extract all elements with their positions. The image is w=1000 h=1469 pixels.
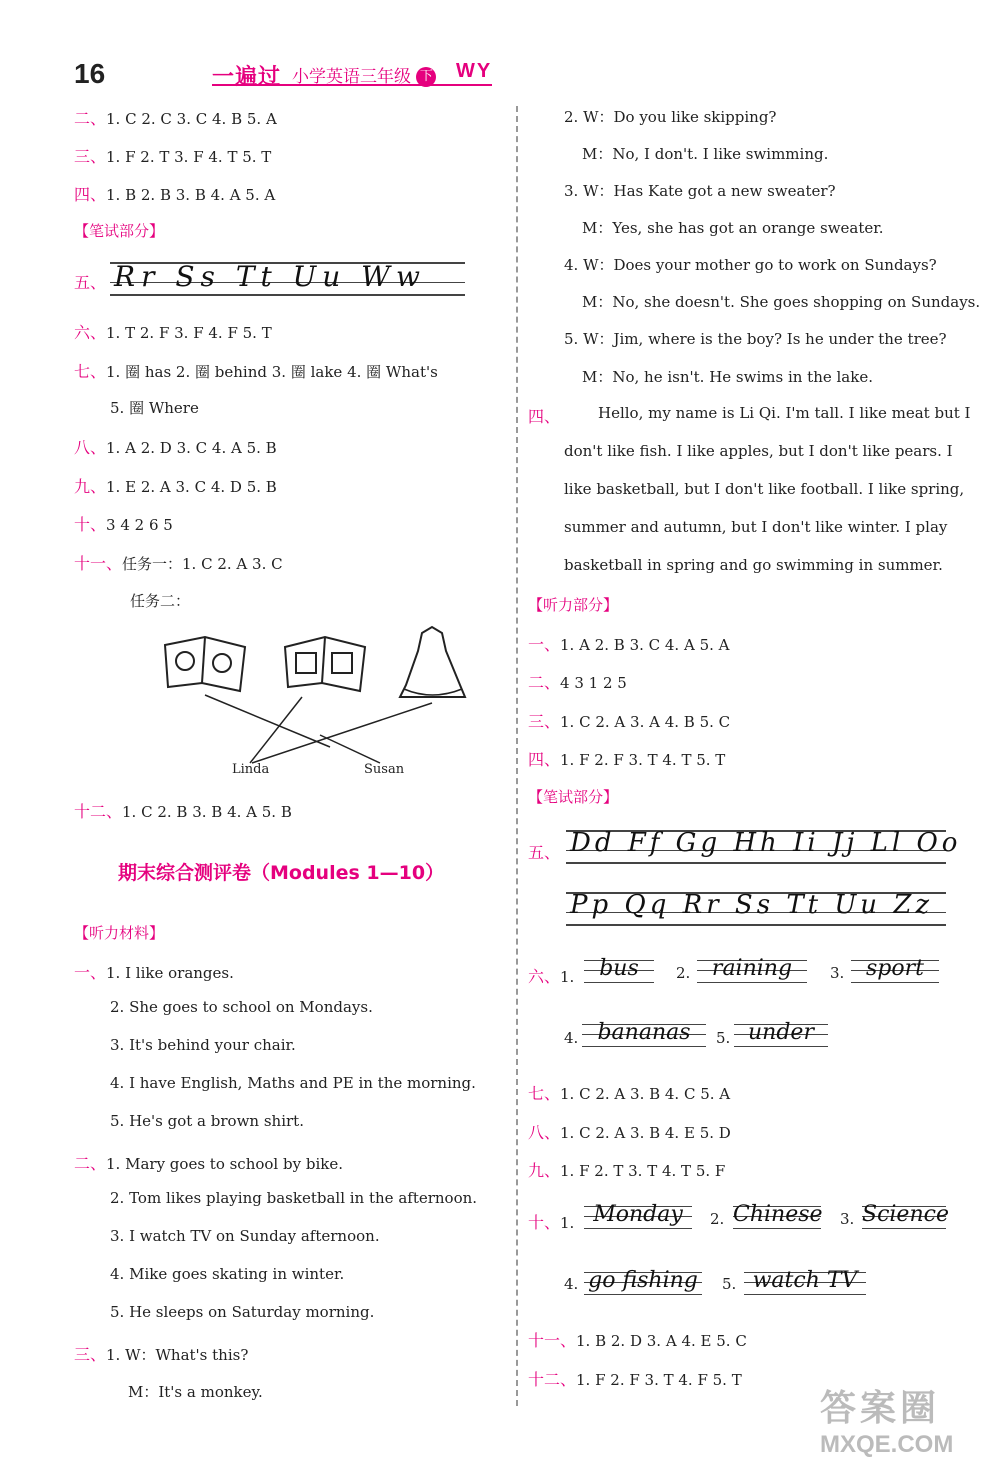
r-answer-6-n4: 4. xyxy=(564,1029,579,1047)
written-section-tag: 【笔试部分】 xyxy=(74,222,165,240)
brand-logo: 一遍过 xyxy=(212,65,282,90)
page-header xyxy=(0,0,1000,100)
book-icon-2 xyxy=(285,637,365,691)
grade-badge: 下 xyxy=(416,67,436,87)
r-answer-2: 二、4 3 1 2 5 xyxy=(528,673,627,692)
answer-line-5-label: 五、 xyxy=(74,273,107,292)
passage-label: 四、 xyxy=(528,407,561,426)
material-1-1: 一、1. I like oranges. xyxy=(74,963,234,982)
material-1-5: 5. He's got a brown shirt. xyxy=(110,1112,304,1130)
material-2-2: 2. Tom likes playing basketball in the afternoon. xyxy=(110,1189,478,1207)
r-written-section-tag: 【笔试部分】 xyxy=(528,788,619,806)
answer-line-11: 十一、任务一：1. C 2. A 3. C xyxy=(74,554,283,573)
material-2-5: 5. He sleeps on Saturday morning. xyxy=(110,1303,375,1321)
answer-line-8: 八、1. A 2. D 3. C 4. A 5. B xyxy=(74,438,277,457)
r-answer-8: 八、1. C 2. A 3. B 4. E 5. D xyxy=(528,1123,731,1142)
answer-line-7b: 5. 圈 Where xyxy=(110,399,199,417)
watermark-bottom: MXQE.COM xyxy=(820,1431,954,1458)
r-answer-10-n2: 2. xyxy=(710,1210,725,1228)
r-answer-10-n4: 4. xyxy=(564,1275,579,1293)
dialog-line-1: 2. W：Do you like skipping? xyxy=(564,108,777,126)
r-answer-10-n5: 5. xyxy=(722,1275,737,1293)
word-watch-tv: watch TV xyxy=(744,1268,866,1302)
column-divider xyxy=(516,106,518,1406)
r-answer-11: 十一、1. B 2. D 3. A 4. E 5. C xyxy=(528,1331,747,1350)
answer-line-12: 十二、1. C 2. B 3. B 4. A 5. B xyxy=(74,802,292,821)
word-monday: Monday xyxy=(584,1202,692,1236)
test-title: 期末综合测评卷（Modules 1—10） xyxy=(118,862,445,884)
r-answer-12: 十二、1. F 2. F 3. T 4. F 5. T xyxy=(528,1370,742,1389)
r-answer-5-label: 五、 xyxy=(528,843,561,862)
dialog-line-7: 5. W：Jim, where is the boy? Is he under the tree? xyxy=(564,330,947,348)
r-answer-4: 四、1. F 2. F 3. T 4. T 5. T xyxy=(528,750,726,769)
material-1-3: 3. It's behind your chair. xyxy=(110,1036,296,1054)
dialog-line-2: M：No, I don't. I like swimming. xyxy=(582,145,829,163)
r-answer-7: 七、1. C 2. A 3. B 4. C 5. A xyxy=(528,1084,731,1103)
match-name-linda: Linda xyxy=(232,762,270,777)
material-2-1: 二、1. Mary goes to school by bike. xyxy=(74,1154,343,1173)
r-answer-1: 一、1. A 2. B 3. C 4. A 5. A xyxy=(528,635,730,654)
answer-line-9: 九、1. E 2. A 3. C 4. D 5. B xyxy=(74,477,277,496)
material-1-2: 2. She goes to school on Mondays. xyxy=(110,998,373,1016)
task-two-label: 任务二： xyxy=(130,592,191,610)
r-answer-6: 六、1. xyxy=(528,967,575,986)
passage-line-5: basketball in spring and go swimming in summer. xyxy=(564,556,943,574)
listening-material-tag: 【听力材料】 xyxy=(74,924,165,942)
answer-line-7: 七、1. 圈 has 2. 圈 behind 3. 圈 lake 4. 圈 What's xyxy=(74,362,438,381)
handwriting-row-1 xyxy=(566,828,962,866)
word-bus: bus xyxy=(584,956,654,990)
edition-mark: WY xyxy=(456,60,493,82)
passage-line-2: don't like fish. I like apples, but I don't like pears. I xyxy=(564,442,953,460)
material-3-1-answer: M：It's a monkey. xyxy=(128,1383,263,1401)
handwriting-letters-row-2: Pp Qq Rr Ss Tt Uu Zz xyxy=(570,890,934,920)
material-2-3: 3. I watch TV on Sunday afternoon. xyxy=(110,1227,380,1245)
dialog-line-4: M：Yes, she has got an orange sweater. xyxy=(582,219,884,237)
answer-line-3: 三、1. F 2. T 3. F 4. T 5. T xyxy=(74,147,272,166)
passage-line-4: summer and autumn, but I don't like winter. I play xyxy=(564,518,948,536)
word-sport: sport xyxy=(851,956,939,990)
listening-section-tag: 【听力部分】 xyxy=(528,596,619,614)
material-1-4: 4. I have English, Maths and PE in the morning. xyxy=(110,1074,476,1092)
watermark-top: 答案圈 xyxy=(820,1387,941,1428)
dialog-line-6: M：No, she doesn't. She goes shopping on Sundays. xyxy=(582,293,981,311)
r-answer-3: 三、1. C 2. A 3. A 4. B 5. C xyxy=(528,712,731,731)
answer-line-6: 六、1. T 2. F 3. F 4. F 5. T xyxy=(74,323,272,342)
r-answer-10: 十、1. xyxy=(528,1213,575,1232)
handwriting-letters: Rr Ss Tt Uu Ww xyxy=(114,260,426,293)
word-go-fishing: go fishing xyxy=(584,1268,702,1302)
subtitle-text: 小学英语三年级 xyxy=(292,67,411,87)
answer-line-10: 十、3 4 2 6 5 xyxy=(74,515,173,534)
word-science: Science xyxy=(862,1202,949,1227)
material-2-4: 4. Mike goes skating in winter. xyxy=(110,1265,345,1283)
answer-line-2: 二、1. C 2. C 3. C 4. B 5. A xyxy=(74,109,277,128)
passage-line-3: like basketball, but I don't like football. I like spring, xyxy=(564,480,965,498)
handwriting-row-2 xyxy=(566,892,946,928)
r-answer-10-n3: 3. xyxy=(840,1210,855,1228)
answer-line-4: 四、1. B 2. B 3. B 4. A 5. A xyxy=(74,185,276,204)
r-answer-6-n5: 5. xyxy=(716,1029,731,1047)
r-answer-6-n2: 2. xyxy=(676,964,691,982)
word-raining: raining xyxy=(697,956,807,990)
dialog-line-5: 4. W：Does your mother go to work on Sundays? xyxy=(564,256,937,274)
watermark xyxy=(820,1380,953,1459)
r-answer-9: 九、1. F 2. T 3. T 4. T 5. F xyxy=(528,1161,726,1180)
material-3-1: 三、1. W：What's this? xyxy=(74,1345,249,1364)
matching-diagram xyxy=(160,625,480,785)
handwriting-row-letters xyxy=(110,262,465,298)
header-underline xyxy=(212,84,492,86)
match-name-susan: Susan xyxy=(364,762,405,777)
word-chinese: Chinese xyxy=(733,1202,823,1227)
dialog-line-8: M：No, he isn't. He swims in the lake. xyxy=(582,368,873,386)
word-bananas: bananas xyxy=(582,1020,706,1054)
page-number: 16 xyxy=(74,58,106,89)
r-answer-6-n3: 3. xyxy=(830,964,845,982)
word-under: under xyxy=(734,1020,828,1054)
dialog-line-3: 3. W：Has Kate got a new sweater? xyxy=(564,182,836,200)
dress-icon xyxy=(400,627,465,697)
book-icon xyxy=(165,637,245,691)
handwriting-letters-row-1: Dd Ff Gg Hh Ii Jj Ll Oo xyxy=(570,828,962,858)
passage-line-1: Hello, my name is Li Qi. I'm tall. I like meat but I xyxy=(598,404,971,422)
